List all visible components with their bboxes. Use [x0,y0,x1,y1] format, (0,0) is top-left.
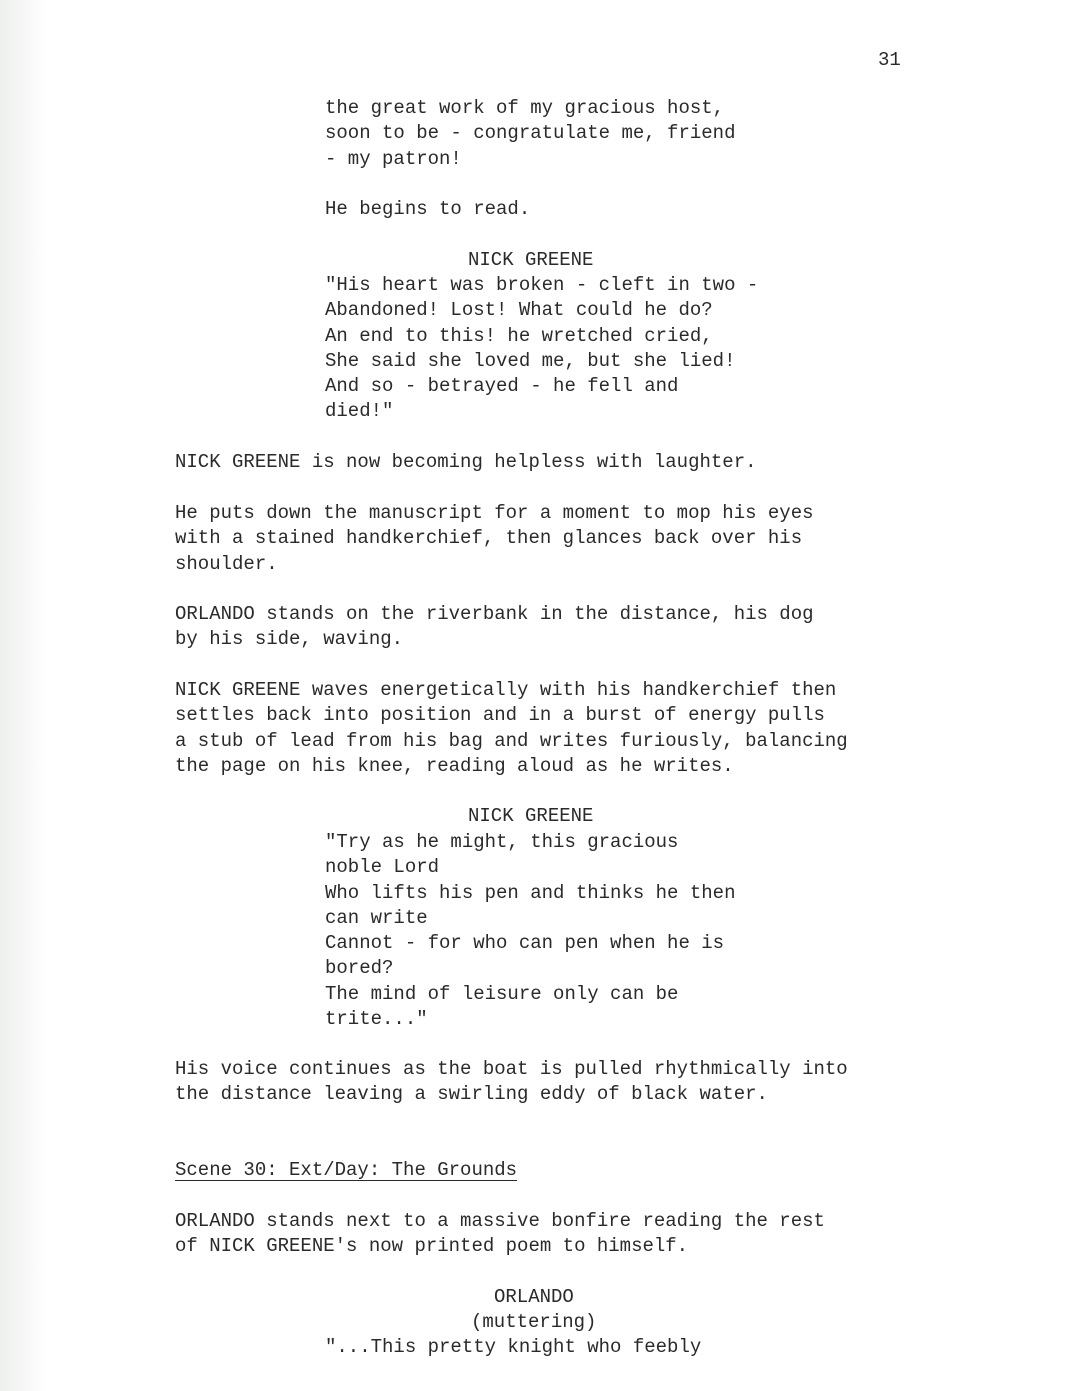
action-line: He begins to read. [325,198,531,220]
dialogue-block: "...This pretty knight who feebly [325,1336,702,1358]
scene-heading: Scene 30: Ext/Day: The Grounds [175,1159,518,1181]
action-paragraph: ORLANDO stands next to a massive bonfire reading the rest of NICK GREENE's now printed poem to himself. [175,1210,825,1258]
parenthetical: (muttering) [471,1311,597,1333]
character-cue: NICK GREENE [468,805,594,827]
action-paragraph: NICK GREENE waves energetically with his handkerchief then settles back into position and in a burst of energy pulls a stub of lead from his bag and writes furiously, balancing the page on his knee, reading aloud as he writes. [175,679,848,777]
action-paragraph: ORLANDO stands on the riverbank in the distance, his dog by his side, waving. [175,603,814,651]
dialogue-block: the great work of my gracious host, soon to be - congratulate me, friend - my patron! [325,97,736,170]
page-number: 31 [878,49,901,71]
page-edge-shadow [0,0,48,1391]
dialogue-block: "His heart was broken - cleft in two - Abandoned! Lost! What could he do? An end to this! he wretched cried, She said she loved me, but she lied! And so - betrayed - he fell and died!" [325,274,759,423]
character-cue: ORLANDO [494,1286,574,1308]
action-paragraph: He puts down the manuscript for a moment to mop his eyes with a stained handkerchief, then glances back over his shoulder. [175,502,814,575]
character-cue: NICK GREENE [468,249,594,271]
action-paragraph: NICK GREENE is now becoming helpless with laughter. [175,451,757,473]
action-paragraph: His voice continues as the boat is pulled rhythmically into the distance leaving a swirling eddy of black water. [175,1058,848,1106]
dialogue-block: "Try as he might, this gracious noble Lord Who lifts his pen and thinks he then can write Cannot - for who can pen when he is bored? The mind of leisure only can be trite..." [325,831,736,1031]
